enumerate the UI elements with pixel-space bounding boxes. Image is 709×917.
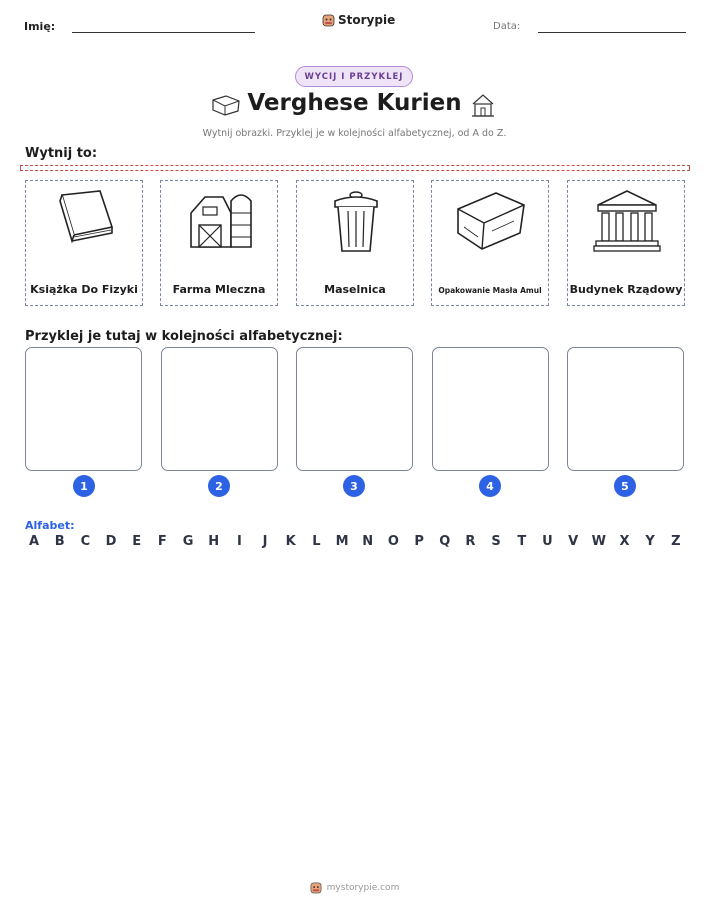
paste-heading: Przyklej je tutaj w kolejności alfabetycznej:: [25, 329, 343, 344]
alphabet-letter: V: [568, 534, 579, 549]
alphabet-letter: J: [262, 534, 268, 549]
cut-card[interactable]: [296, 180, 414, 306]
activity-badge: WYCIJ I PRZYKLEJ: [295, 66, 413, 87]
slot-number: 5: [614, 475, 636, 497]
name-label: Imię:: [24, 20, 56, 33]
slot-number: 4: [479, 475, 501, 497]
slot-number: 3: [343, 475, 365, 497]
alphabet-letter: F: [157, 534, 167, 549]
date-line[interactable]: [538, 32, 686, 33]
alphabet-letter: N: [362, 534, 374, 549]
alphabet-letter: B: [54, 534, 65, 549]
hut-icon: [469, 92, 497, 120]
alphabet-letter: D: [105, 534, 117, 549]
alphabet-letter: P: [414, 534, 424, 549]
alphabet-letter: C: [80, 534, 91, 549]
barn-icon: [185, 187, 255, 251]
paste-slot-3[interactable]: [296, 347, 413, 471]
card-label: Budynek Rządowy: [569, 283, 683, 296]
card-label: Opakowanie Masła Amul: [438, 286, 542, 295]
alphabet-letter: T: [517, 534, 527, 549]
alphabet-letter: O: [387, 534, 399, 549]
alphabet-letter: Y: [645, 534, 655, 549]
government-building-icon: [592, 187, 662, 253]
alphabet-letter: G: [182, 534, 194, 549]
footer: [0, 881, 709, 894]
alphabet-letter: A: [28, 534, 40, 549]
alphabet-letter: U: [542, 534, 553, 549]
card-label: Farma Mleczna: [172, 283, 266, 296]
trash-can-icon: [321, 187, 391, 253]
cut-card[interactable]: [160, 180, 278, 306]
cut-heading: Wytnij to:: [25, 146, 98, 161]
date-label: Data:: [493, 21, 521, 32]
alphabet-letter: I: [236, 534, 242, 549]
book-icon: [50, 187, 120, 251]
footer-url[interactable]: mystorypie.com: [326, 882, 400, 893]
alphabet-letter: L: [312, 534, 321, 549]
slot-number: 2: [208, 475, 230, 497]
butter-package-icon: [456, 187, 526, 251]
alphabet-row: [25, 534, 685, 549]
paste-slot-5[interactable]: [567, 347, 684, 471]
storypie-mascot-icon: [310, 881, 322, 894]
slot-number: 1: [73, 475, 95, 497]
alphabet-letter: S: [491, 534, 501, 549]
alphabet-letter: Z: [671, 534, 681, 549]
cut-card[interactable]: [431, 180, 549, 306]
alphabet-letter: M: [335, 534, 349, 549]
card-label: Książka Do Fizyki: [30, 283, 138, 296]
alphabet-letter: R: [465, 534, 476, 549]
alphabet-letter: X: [619, 534, 630, 549]
alphabet-letter: H: [208, 534, 220, 549]
storypie-mascot-icon: [322, 13, 335, 27]
alphabet-label: Alfabet:: [25, 519, 75, 532]
paste-slot-1[interactable]: [25, 347, 142, 471]
name-line[interactable]: [72, 32, 255, 33]
card-label: Maselnica: [324, 283, 386, 296]
paste-slot-4[interactable]: [432, 347, 549, 471]
paste-slot-2[interactable]: [161, 347, 278, 471]
page-title: Verghese Kurien: [247, 90, 462, 116]
alphabet-letter: K: [285, 534, 296, 549]
brand-name: Storypie: [338, 13, 396, 27]
instructions: Wytnij obrazki. Przyklej je w kolejności alfabetycznej, od A do Z.: [202, 128, 507, 139]
cut-card[interactable]: [25, 180, 143, 306]
alphabet-letter: W: [591, 534, 606, 549]
cut-card[interactable]: [567, 180, 685, 306]
alphabet-letter: E: [132, 534, 142, 549]
alphabet-letter: Q: [439, 534, 451, 549]
brand-logo: [322, 13, 395, 27]
cut-line: [20, 165, 690, 171]
